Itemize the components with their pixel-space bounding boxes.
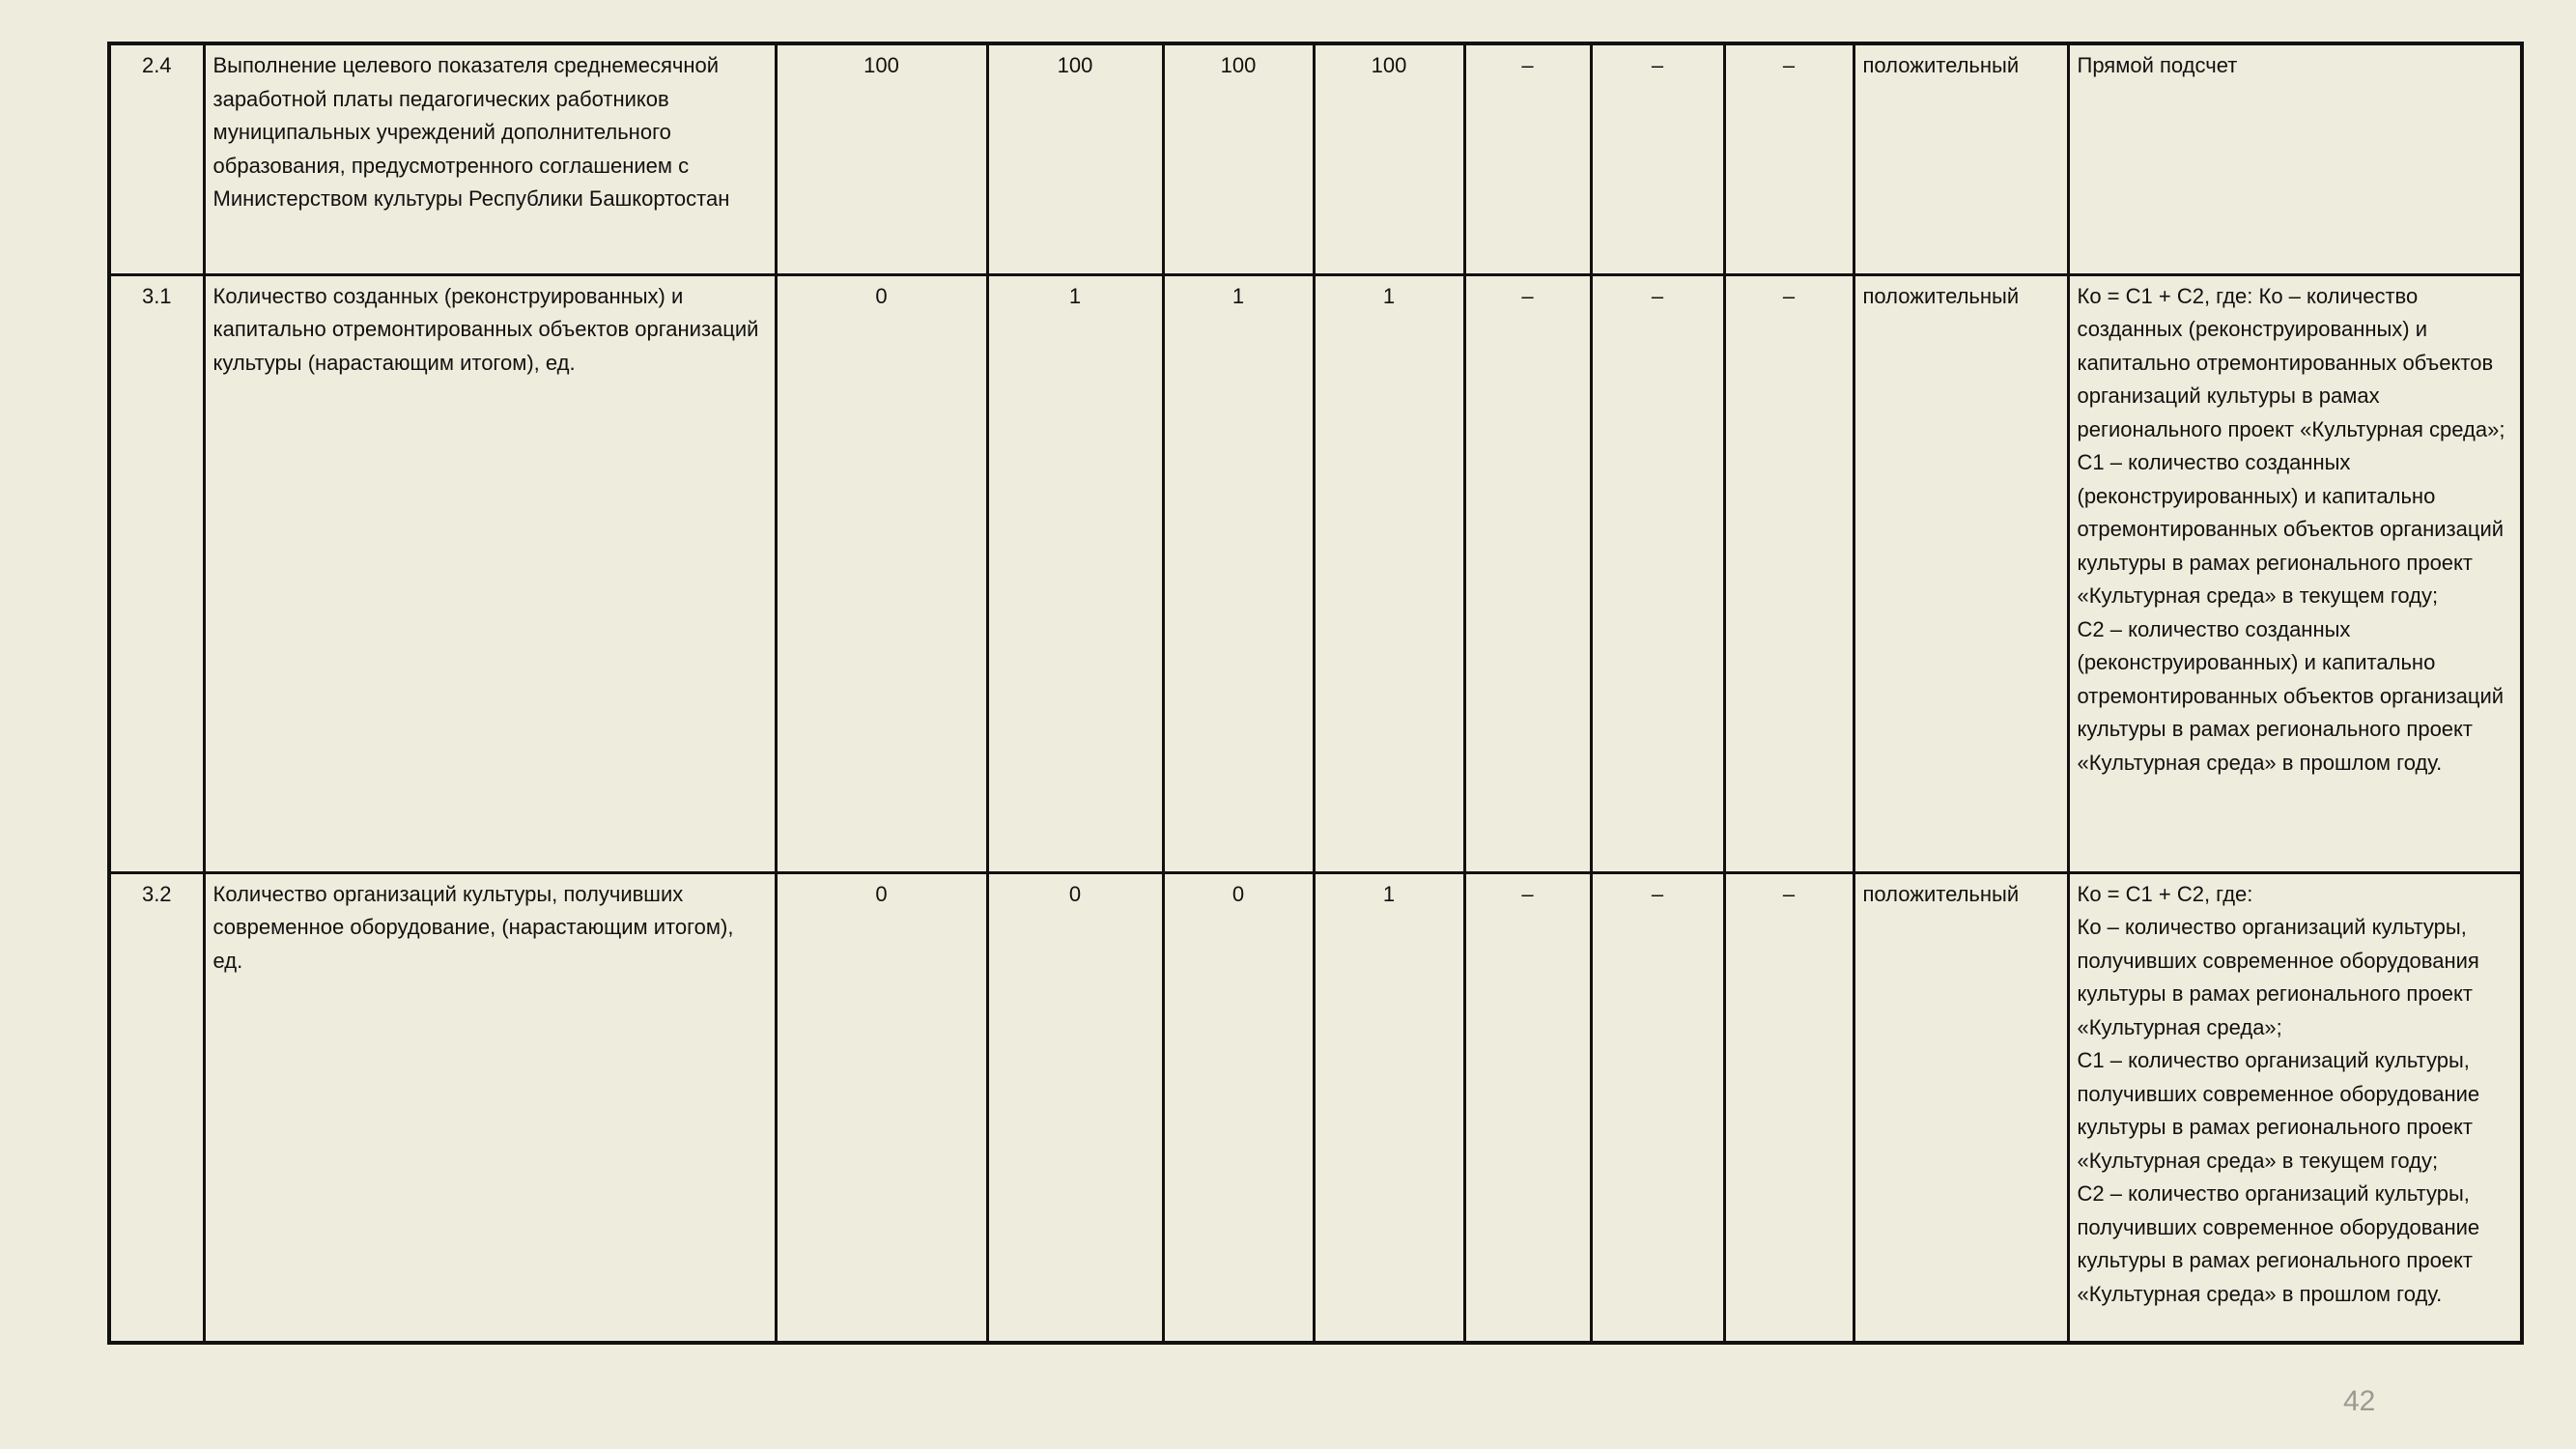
value-cell: 100: [987, 43, 1163, 274]
value-cell: 1: [1314, 274, 1464, 872]
value-cell: –: [1591, 872, 1724, 1343]
value-cell: 1: [1163, 274, 1314, 872]
calculation-method: Прямой подсчет: [2068, 43, 2522, 274]
trend-cell: положительный: [1854, 274, 2068, 872]
formula-line: Ко = С1 + С2, где:: [2077, 881, 2253, 906]
value-cell: –: [1591, 43, 1724, 274]
indicators-table: [107, 42, 2524, 1345]
value-cell: 0: [987, 872, 1163, 1343]
value-cell: 100: [776, 43, 987, 274]
value-cell: –: [1464, 43, 1591, 274]
table-row: [109, 274, 2522, 872]
value-cell: –: [1591, 274, 1724, 872]
value-cell: –: [1464, 274, 1591, 872]
formula-line: С1 – количество созданных (реконструированных) и капитально отремонтированных объектов организаций культуры в рамах регионального проект «Культурная среда» в текущем году;: [2077, 450, 2505, 608]
value-cell: 100: [1163, 43, 1314, 274]
value-cell: 1: [987, 274, 1163, 872]
value-cell: 1: [1314, 872, 1464, 1343]
row-number: 3.1: [109, 274, 204, 872]
value-cell: 100: [1314, 43, 1464, 274]
trend-cell: положительный: [1854, 872, 2068, 1343]
formula-line: Ко – количество организаций культуры, получивших современное оборудования культуры в рамах регионального проект «Культурная среда»;: [2077, 915, 2479, 1039]
formula-line: С1 – количество организаций культуры, получивших современное оборудование культуры в рамах регионального проект «Культурная среда» в текущем году;: [2077, 1048, 2480, 1173]
value-cell: –: [1464, 872, 1591, 1343]
row-number: 2.4: [109, 43, 204, 274]
value-cell: –: [1724, 274, 1854, 872]
calculation-method: [2068, 274, 2522, 872]
formula-line: С2 – количество созданных (реконструированных) и капитально отремонтированных объектов организаций культуры в рамах регионального проект «Культурная среда» в прошлом году.: [2077, 616, 2505, 775]
formula-line: Ко = С1 + С2, где: Ко – количество созданных (реконструированных) и капитально отремонтированных объектов организаций культуры в рамах регионального проект «Культурная среда»;: [2077, 283, 2505, 441]
indicator-name: Выполнение целевого показателя среднемесячной заработной платы педагогических работников муниципальных учреждений дополнительного образования, предусмотренного соглашением с Министерством культуры Республики Башкортостан: [204, 43, 776, 274]
indicator-name: Количество организаций культуры, получивших современное оборудование, (нарастающим итогом), ед.: [204, 872, 776, 1343]
indicator-name: Количество созданных (реконструированных) и капитально отремонтированных объектов организаций культуры (нарастающим итогом), ед.: [204, 274, 776, 872]
value-cell: 0: [1163, 872, 1314, 1343]
trend-cell: положительный: [1854, 43, 2068, 274]
formula-line: С2 – количество организаций культуры, получивших современное оборудование культуры в рамах регионального проект «Культурная среда» в прошлом году.: [2077, 1181, 2480, 1306]
value-cell: –: [1724, 43, 1854, 274]
calculation-method: [2068, 872, 2522, 1343]
page-number: 42: [2343, 1385, 2376, 1417]
table-row: [109, 43, 2522, 274]
value-cell: –: [1724, 872, 1854, 1343]
value-cell: 0: [776, 872, 987, 1343]
value-cell: 0: [776, 274, 987, 872]
row-number: 3.2: [109, 872, 204, 1343]
table-row: [109, 872, 2522, 1343]
